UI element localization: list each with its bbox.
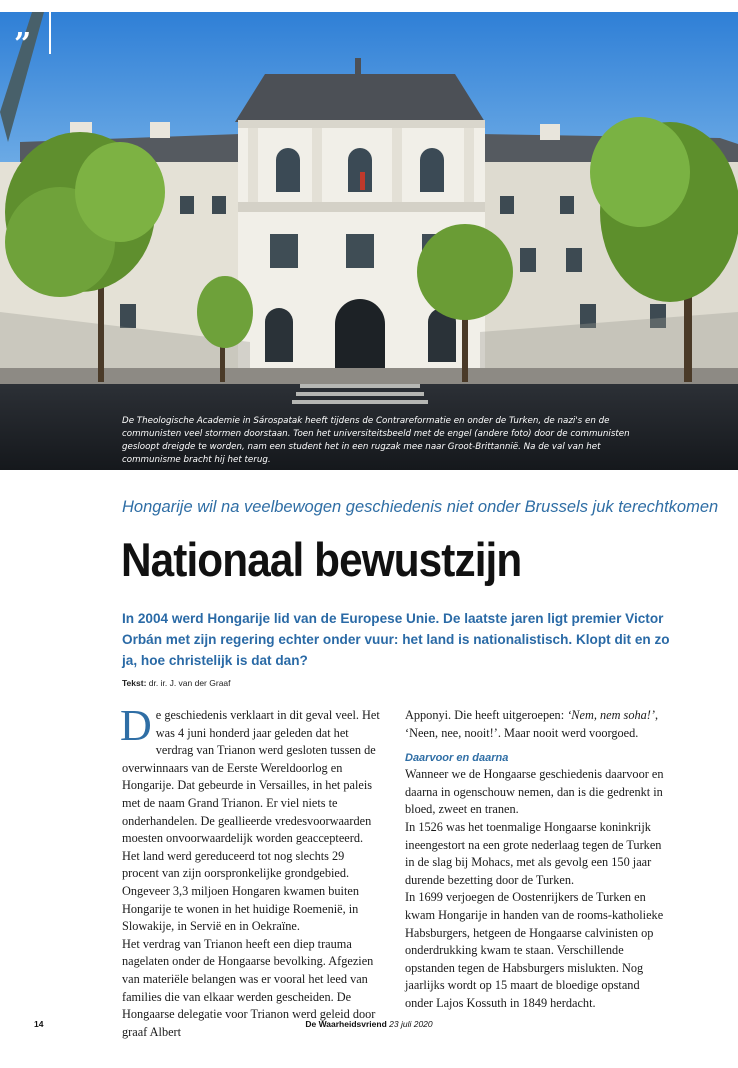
footer-publication [0, 1019, 738, 1029]
body-column-right [405, 707, 670, 1013]
article-lead: In 2004 werd Hongarije lid van de Europese Unie. De laatste jaren ligt premier Victor Orbán met zijn regering echter onder vuur: het land is nationalistisch. Klopt dit en zo ja, hoe christelijk is dat dan? [122, 611, 670, 668]
body-paragraph: Apponyi. Die heeft uitgeroepen: ‘Nem, nem soha!’, ‘Neen, nee, nooit!’. Maar nooit werd voorgoed. [405, 708, 659, 740]
byline-label: Tekst: [122, 678, 147, 688]
body-paragraph: Het verdrag van Trianon heeft een diep trauma nagelaten onder de Hongaarse bevolking. Afgezien van materiële belangen was er vooral het leed van families die van elkaar werden gescheiden. De Hongaarse delegatie voor Trianon werd geleid door graaf Albert [122, 936, 376, 1039]
body-paragraph: In 1699 verjoegen de Oostenrijkers de Turken en kwam Hongarije in handen van de rooms-katholieke Habsburgers, hetgeen de Hongaarse calvinisten op onderdrukking kwam te staan. Verschillende opstanden tegen de Habsburgers mislukten. Nog jaarlijks wordt op 15 maart de bloedige opstand onder Lajos Kossuth in 1849 herdacht. [405, 890, 664, 1010]
hungarian-quote: ‘Nem, nem soha!’ [567, 708, 655, 722]
quote-divider [49, 12, 51, 54]
article-kicker: Hongarije wil na veelbewogen geschiedenis niet onder Brussels juk terechtkomen [122, 498, 719, 516]
building-illustration [0, 12, 738, 470]
quote-mark-icon: ” [14, 27, 32, 62]
publication-name: De Waarheidsvriend [305, 1019, 387, 1029]
page-number: 14 [34, 1019, 44, 1029]
photo-caption: De Theologische Academie in Sárospatak heeft tijdens de Contrareformatie en onder de Turken, de nazi's en de communisten veel stormen doorstaan. Toen het universiteitsbeeld met de engel (andere foto) door de communisten gesloopt dreigde te worden, nam een student het in een rugzak mee naar Groot-Brittannië. Na de val van het communisme bracht hij het terug. [122, 416, 630, 465]
body-paragraph: De geschiedenis verklaart in dit geval veel. Het was 4 juni honderd jaar geleden dat het verdrag van Trianon werd gesloten tussen de overwinnaars van de Eerste Wereldoorlog en Hongarije. Dat gebeurde in Versailles, in het paleis met de naam Grand Trianon. Er viel niets te onderhandelen. De geallieerde vredesvoorwaarden moesten onvoorwaardelijk worden geaccepteerd. [120, 701, 380, 846]
body-paragraph: Wanneer we de Hongaarse geschiedenis daarvoor en daarna in ogenschouw nemen, dan is die gedrenkt in bloed, zweet en tranen. [405, 767, 664, 817]
byline [122, 678, 231, 688]
hero-photo [0, 12, 738, 470]
article-title: Nationaal bewustzijn [121, 533, 522, 586]
body-paragraph: Het land werd gereduceerd tot nog slechts 29 procent van zijn oorspronkelijke grondgebied. Ongeveer 3,3 miljoen Hongaren kwamen buiten Hongarije te wonen in het huidige Roemenië, in Slowakije, in Servië en in Oekraïne. [122, 848, 359, 934]
section-subhead: Daarvoor en daarna [405, 752, 509, 765]
body-paragraph: In 1526 was het toenmalige Hongaarse koninkrijk ineengestort na een grote nederlaag tegen de Turken in de slag bij Mohacs, met als gevolg een 150 jaar durende bezetting door de Turken. [405, 819, 662, 887]
issue-date: 23 juli 2020 [389, 1019, 433, 1029]
byline-author: dr. ir. J. van der Graaf [148, 678, 231, 688]
body-column-left [120, 701, 387, 1041]
drop-cap: D [120, 701, 152, 750]
